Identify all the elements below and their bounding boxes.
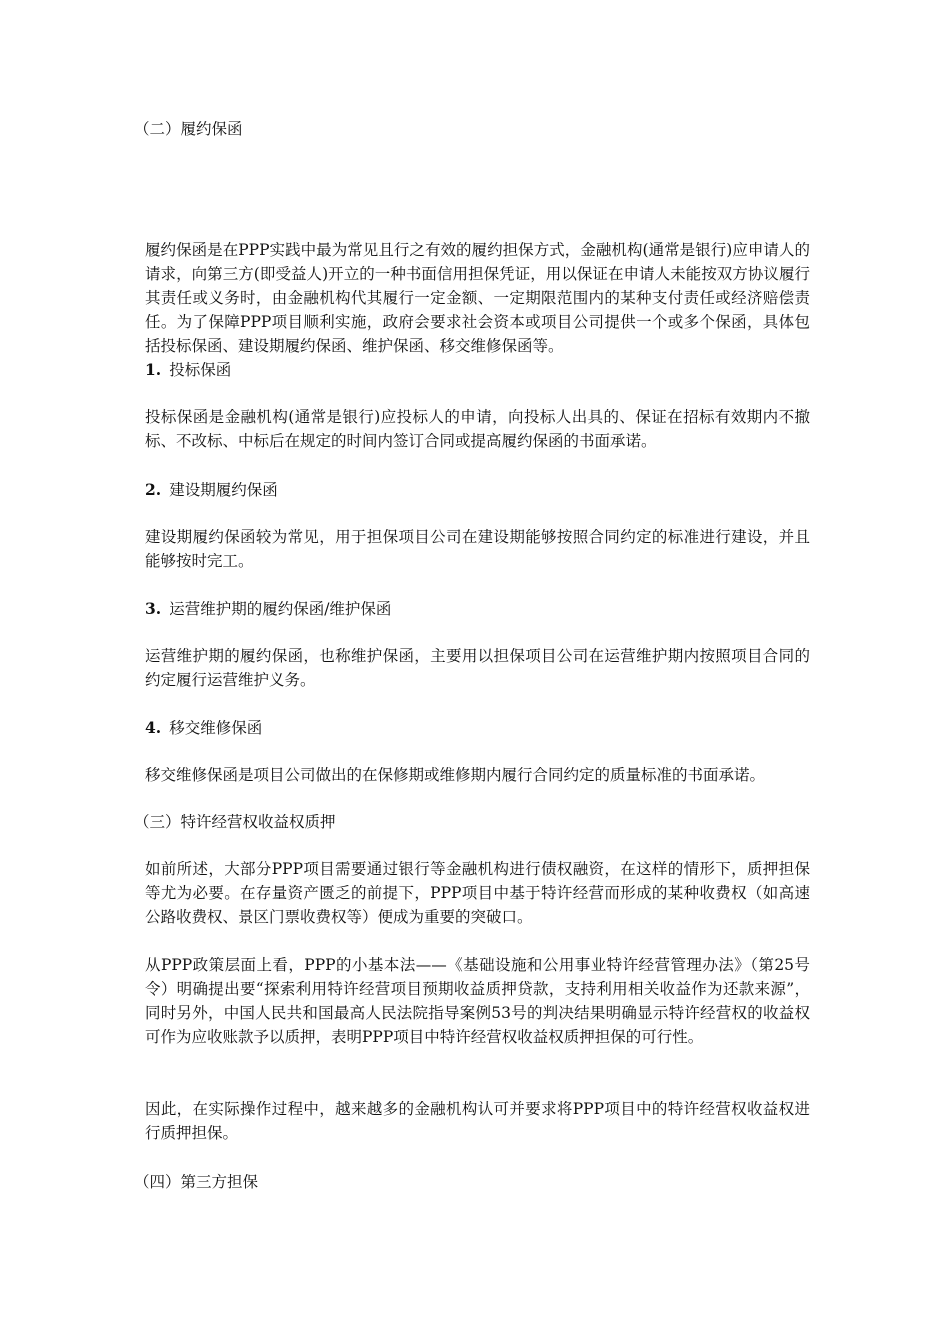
item-title: 移交维修保函 <box>169 719 263 737</box>
item-number: 3. <box>145 599 162 618</box>
paragraph-intro: 履约保函是在PPP实践中最为常见且行之有效的履约担保方式，金融机构(通常是银行)应申请人的请求，向第三方(即受益人)开立的一种书面信用担保凭证，用以保证在申请人未能按双方协议履行其责任或义务时，由金融机构代其履行一定金额、一定期限范围内的某种支付责任或经济赔偿责任。为了保障PPP项目顺利实施，政府会要求社会资本或项目公司提供一个或多个保函，具体包括投标保函、建设期履约保函、维护保函、移交维修保函等。 <box>145 241 810 355</box>
paragraph-item-1: 投标保函是金融机构(通常是银行)应投标人的申请，向投标人出具的、保证在招标有效期内不撤标、不改标、中标后在规定的时间内签订合同或提高履约保函的书面承诺。 <box>145 408 810 450</box>
section-heading-4: （四）第三方担保 <box>134 1173 259 1191</box>
item-heading-2 <box>145 478 810 502</box>
paragraph-section-3-2: 从PPP政策层面上看，PPP的小基本法——《基础设施和公用事业特许经营管理办法》（第25号令）明确提出要“探索利用特许经营项目预期收益质押贷款，支持利用相关收益作为还款来源”，同时另外，中国人民共和国最高人民法院指导案例53号的判决结果明确显示特许经营权的收益权可作为应收账款予以质押，表明PPP项目中特许经营权收益权质押担保的可行性。 <box>145 956 810 1046</box>
item-title: 建设期履约保函 <box>169 481 278 499</box>
item-number: 1. <box>145 360 162 379</box>
paragraph-item-3: 运营维护期的履约保函，也称维护保函，主要用以担保项目公司在运营维护期内按照项目合同的约定履行运营维护义务。 <box>145 647 810 689</box>
item-title: 投标保函 <box>169 361 232 379</box>
item-heading-1 <box>145 358 810 382</box>
paragraph-item-2: 建设期履约保函较为常见，用于担保项目公司在建设期能够按照合同约定的标准进行建设，并且能够按时完工。 <box>145 528 810 570</box>
item-title: 运营维护期的履约保函/维护保函 <box>169 600 392 618</box>
item-heading-4 <box>145 716 810 740</box>
item-heading-3 <box>145 597 810 621</box>
item-number: 4. <box>145 718 162 737</box>
section-heading-2: （二）履约保函 <box>134 120 243 138</box>
section-heading-3: （三）特许经营权收益权质押 <box>134 813 336 831</box>
paragraph-item-4: 移交维修保函是项目公司做出的在保修期或维修期内履行合同约定的质量标准的书面承诺。 <box>145 766 766 784</box>
item-number: 2. <box>145 480 162 499</box>
paragraph-section-3-3: 因此，在实际操作过程中，越来越多的金融机构认可并要求将PPP项目中的特许经营权收益权进行质押担保。 <box>145 1100 810 1142</box>
paragraph-section-3-1: 如前所述，大部分PPP项目需要通过银行等金融机构进行债权融资，在这样的情形下，质押担保等尤为必要。在存量资产匮乏的前提下，PPP项目中基于特许经营而形成的某种收费权（如高速公路收费权、景区门票收费权等）便成为重要的突破口。 <box>145 860 810 926</box>
